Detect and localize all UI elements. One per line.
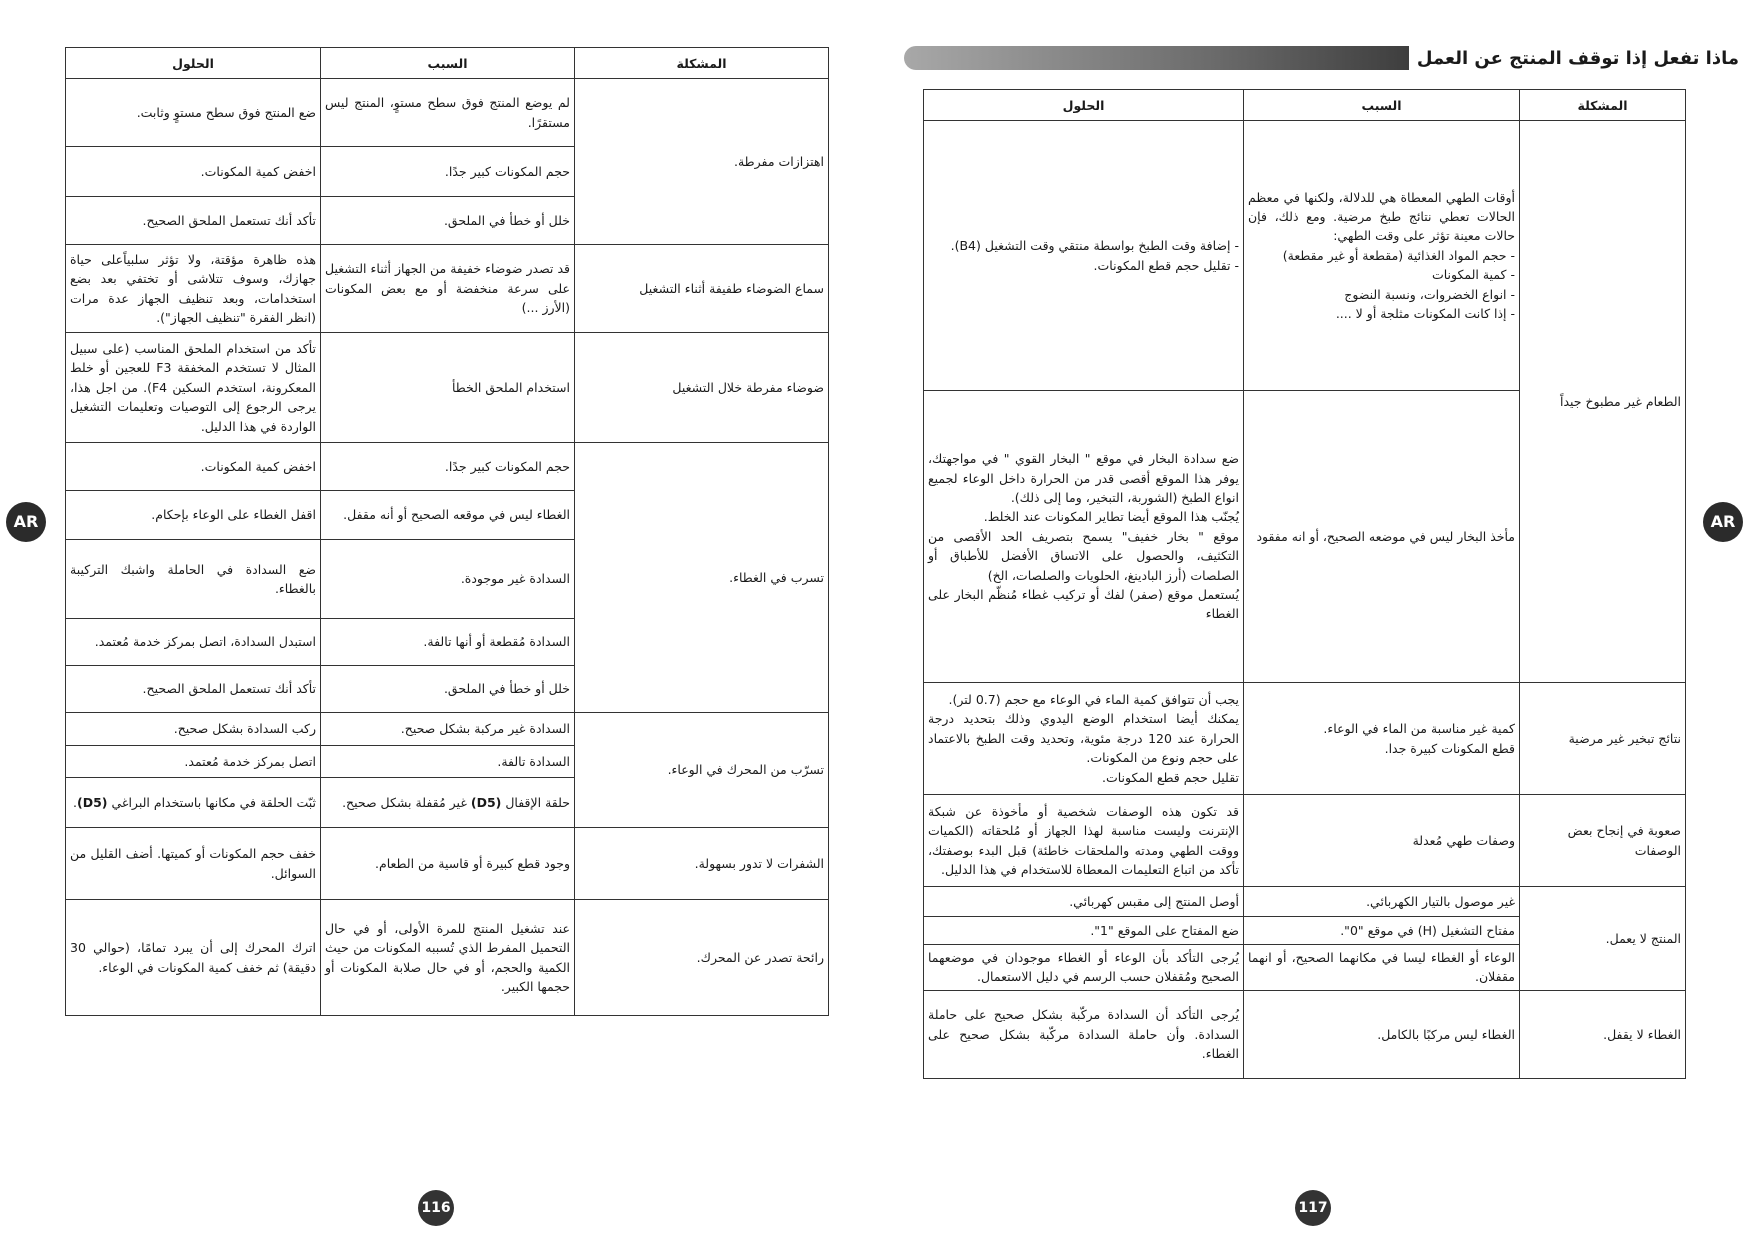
solution-cell: ركب السدادة بشكل صحيح. <box>66 713 321 746</box>
table-row <box>924 887 1686 917</box>
solution-cell: قد تكون هذه الوصفات شخصية أو مأخوذة عن شبكة الإنترنت وليست مناسبة لهذا الجهاز أو مُلحقاته (الكميات ووقت الطهي ومدته والملحقات خاطئة) قبل البدء بوصفتك، تأكد من اتباع التعليمات المعطاة للاستخدام في هذا الدليل. <box>924 795 1244 887</box>
page-number: 116 <box>418 1190 454 1226</box>
solution-cell: ضع سدادة البخار في موقع " البخار القوي " في مواجهتك، يوفر هذا الموقع أقصى قدر من الحرارة داخل الوعاء لجميع انواع الطبخ (الشوربة، التبخير، وما إلى ذلك). يُجنّب هذا الموقع أيضا تطاير المكونات عند الخلط. موقع " بخار خفيف" يسمح بتصريف الحد الأقصى من التكثيف، والحصول على الاتساق الأفضل للأطباق أو الصلصات (أرز البادينغ، الحلويات والصلصات، الخ) يُستعمل موقع (صفر) لفك أو تركيب غطاء مُنظّم البخار على الغطاء <box>924 391 1244 683</box>
cause-cell: الوعاء أو الغطاء ليسا في مكانهما الصحيح، أو انهما مقفلان. <box>1244 945 1520 991</box>
problem-cell: رائحة تصدر عن المحرك. <box>575 900 829 1016</box>
problem-cell: سماع الضوضاء طفيفة أثناء التشغيل <box>575 245 829 333</box>
table-row <box>66 79 829 147</box>
cause-cell: خلل أو خطأ في الملحق. <box>321 666 575 713</box>
solution-cell: - إضافة وقت الطبخ بواسطة منتقي وقت التشغيل (B4). - تقليل حجم قطع المكونات. <box>924 121 1244 391</box>
table-header-row <box>66 48 829 79</box>
table-row <box>924 795 1686 887</box>
table-row <box>66 333 829 443</box>
cause-cell: مأخذ البخار ليس في موضعه الصحيح، أو انه مفقود <box>1244 391 1520 683</box>
troubleshooting-table-right <box>923 89 1686 1079</box>
cause-cell: أوقات الطهي المعطاة هي للدلالة، ولكنها في معظم الحالات تعطي نتائج طبخ مرضية. ومع ذلك، فإن حالات معينة تؤثر على وقت الطهي: - حجم المواد الغذائية (مقطعة أو غير مقطعة) - كمية المكونات - انواع الخضروات، ونسبة النضوج - إذا كانت المكونات مثلجة أو لا .... <box>1244 121 1520 391</box>
solution-cell: أوصل المنتج إلى مقبس كهربائي. <box>924 887 1244 917</box>
solution-cell: ثبّت الحلقة في مكانها باستخدام البراغي (D5). <box>66 778 321 828</box>
problem-cell: تسرّب من المحرك في الوعاء. <box>575 713 829 828</box>
cause-cell: مفتاح التشغيل (H) في موقع "0". <box>1244 917 1520 945</box>
column-header-problem: المشكلة <box>1520 90 1686 121</box>
problem-cell: المنتج لا يعمل. <box>1520 887 1686 991</box>
solution-cell: تأكد أنك تستعمل الملحق الصحيح. <box>66 666 321 713</box>
cause-cell: الغطاء ليس مركبًا بالكامل. <box>1244 990 1520 1078</box>
cause-cell: السدادة تالفة. <box>321 746 575 778</box>
solution-cell: هذه ظاهرة مؤقتة، ولا تؤثر سلبياًعلى حياة جهازك، وسوف تتلاشى أو تختفي بعد بضع استخدامات، وبعد تنظيف الجهاز عدة مرات (انظر الفقرة "تنظيف الجهاز"). <box>66 245 321 333</box>
problem-cell: صعوبة في إنجاح بعض الوصفات <box>1520 795 1686 887</box>
page-title: ماذا تفعل إذا توقف المنتج عن العمل <box>1409 44 1747 74</box>
cause-cell: وجود قطع كبيرة أو قاسية من الطعام. <box>321 828 575 900</box>
column-header-solution: الحلول <box>66 48 321 79</box>
solution-cell: ضع المنتج فوق سطح مستوٍ وثابت. <box>66 79 321 147</box>
problem-cell: تسرب في الغطاء. <box>575 443 829 713</box>
table-row <box>924 990 1686 1078</box>
left-page <box>0 0 874 1241</box>
solution-cell: يُرجى التأكد بأن الوعاء أو الغطاء موجودان في موضعهما الصحيح ومُقفلان حسب الرسم في دليل الاستعمال. <box>924 945 1244 991</box>
column-header-cause: السبب <box>1244 90 1520 121</box>
problem-cell: اهتزازات مفرطة. <box>575 79 829 245</box>
solution-cell: يجب أن تتوافق كمية الماء في الوعاء مع حجم (0.7 لتر). يمكنك أيضا استخدام الوضع اليدوي وذلك بتحديد درجة الحرارة عند 120 درجة مئوية، وتحديد وقت الطبخ بالاعتماد على حجم ونوع من المكونات. تقليل حجم قطع المكونات. <box>924 683 1244 795</box>
cause-cell: السدادة غير موجودة. <box>321 540 575 619</box>
cause-cell: حجم المكونات كبير جدًا. <box>321 443 575 491</box>
page-number: 117 <box>1295 1190 1331 1226</box>
solution-cell: ضع المفتاح على الموقع "1". <box>924 917 1244 945</box>
solution-cell: استبدل السدادة، اتصل بمركز خدمة مُعتمد. <box>66 619 321 666</box>
solution-cell: اتصل بمركز خدمة مُعتمد. <box>66 746 321 778</box>
cause-cell: قد تصدر ضوضاء خفيفة من الجهاز أثناء التشغيل على سرعة منخفضة أو مع بعض المكونات (الأرز ...) <box>321 245 575 333</box>
language-badge: AR <box>1703 502 1743 542</box>
cause-cell: الغطاء ليس في موقعه الصحيح أو أنه مقفل. <box>321 491 575 540</box>
table-row <box>66 900 829 1016</box>
problem-cell: الطعام غير مطبوخ جيداً <box>1520 121 1686 683</box>
solution-cell: خفف حجم المكونات أو كميتها. أضف القليل من السوائل. <box>66 828 321 900</box>
table-row <box>66 443 829 491</box>
table-header-row <box>924 90 1686 121</box>
problem-cell: ضوضاء مفرطة خلال التشغيل <box>575 333 829 443</box>
language-badge: AR <box>6 502 46 542</box>
table-row <box>66 245 829 333</box>
problem-cell: نتائج تبخير غير مرضية <box>1520 683 1686 795</box>
column-header-problem: المشكلة <box>575 48 829 79</box>
solution-cell: اترك المحرك إلى أن يبرد تمامًا، (حوالي 30 دقيقة) ثم خفف كمية المكونات في الوعاء. <box>66 900 321 1016</box>
column-header-cause: السبب <box>321 48 575 79</box>
solution-cell: اخفض كمية المكونات. <box>66 147 321 197</box>
cause-cell: كمية غير مناسبة من الماء في الوعاء. قطع المكونات كبيرة جدا. <box>1244 683 1520 795</box>
table-row <box>66 828 829 900</box>
table-row <box>66 713 829 746</box>
column-header-solution: الحلول <box>924 90 1244 121</box>
cause-cell: عند تشغيل المنتج للمرة الأولى، أو في حال التحميل المفرط الذي تُسببه المكونات من حيث الكمية والحجم، أو في حال صلابة المكونات أو حجمها الكبير. <box>321 900 575 1016</box>
right-page <box>874 0 1749 1241</box>
cause-cell: خلل أو خطأ في الملحق. <box>321 197 575 245</box>
table-row <box>924 121 1686 391</box>
table-row <box>924 683 1686 795</box>
cause-cell: حجم المكونات كبير جدًا. <box>321 147 575 197</box>
solution-cell: ضع السدادة في الحاملة واشبك التركيبة بالغطاء. <box>66 540 321 619</box>
cause-cell: السدادة مُقطعة أو أنها تالفة. <box>321 619 575 666</box>
problem-cell: الشفرات لا تدور بسهولة. <box>575 828 829 900</box>
solution-cell: تأكد من استخدام الملحق المناسب (على سبيل المثال لا تستخدم المخفقة F3 للعجين أو خلط المعكرونة، استخدم السكين F4). من اجل هذا، يرجى الرجوع إلى التوصيات وتعليمات التشغيل الواردة في هذا الدليل. <box>66 333 321 443</box>
solution-cell: اخفض كمية المكونات. <box>66 443 321 491</box>
cause-cell: وصفات طهي مُعدلة <box>1244 795 1520 887</box>
cause-cell: لم يوضع المنتج فوق سطح مستوٍ، المنتج ليس مستقرًا. <box>321 79 575 147</box>
cause-cell: غير موصول بالتيار الكهربائي. <box>1244 887 1520 917</box>
problem-cell: الغطاء لا يقفل. <box>1520 990 1686 1078</box>
cause-cell: حلقة الإقفال (D5) غير مُقفلة بشكل صحيح. <box>321 778 575 828</box>
solution-cell: تأكد أنك تستعمل الملحق الصحيح. <box>66 197 321 245</box>
solution-cell: يُرجى التأكد أن السدادة مركّبة بشكل صحيح على حاملة السدادة. وأن حاملة السدادة مركّبة بشكل صحيح على الغطاء. <box>924 990 1244 1078</box>
title-decoration-bar <box>904 46 1474 70</box>
solution-cell: اقفل الغطاء على الوعاء بإحكام. <box>66 491 321 540</box>
cause-cell: استخدام الملحق الخطأ <box>321 333 575 443</box>
troubleshooting-table-left <box>65 47 829 1016</box>
cause-cell: السدادة غير مركبة بشكل صحيح. <box>321 713 575 746</box>
